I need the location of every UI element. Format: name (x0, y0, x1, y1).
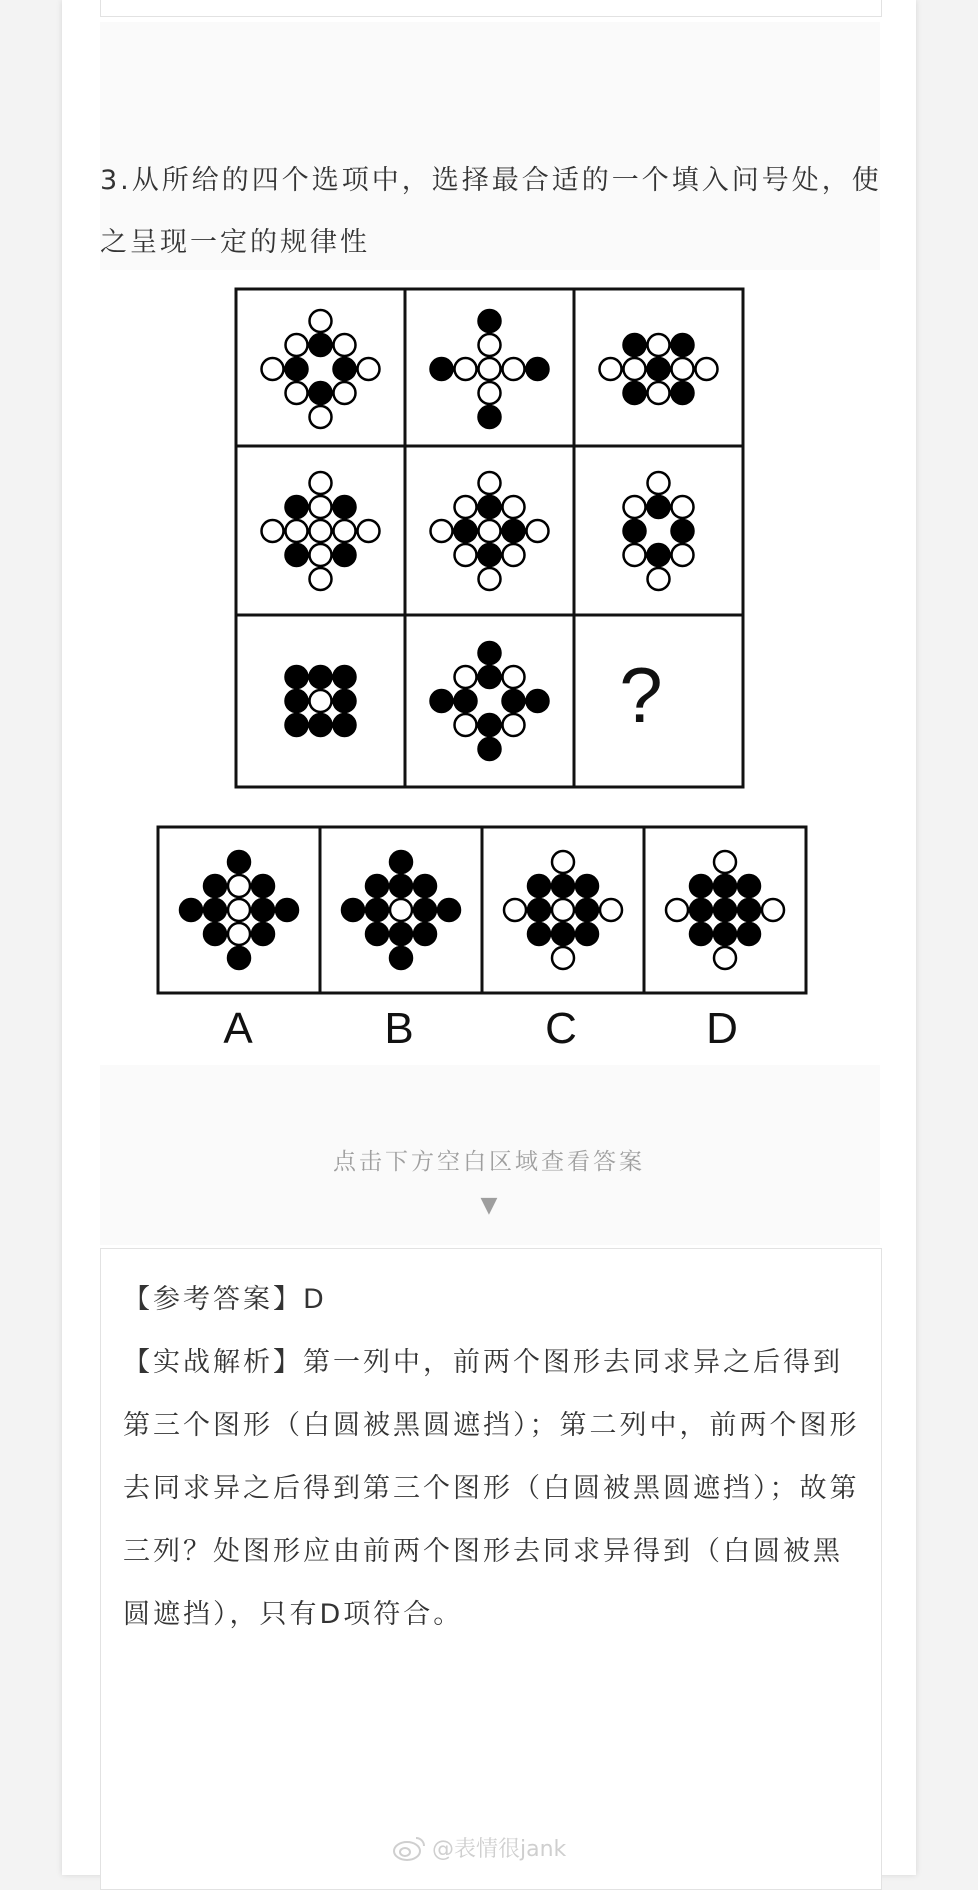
question-mark: ? (619, 651, 663, 739)
option-label-b: B (384, 1004, 414, 1053)
previous-answer-box (100, 0, 882, 17)
watermark (392, 1832, 566, 1863)
arrow-down-icon: ▼ (480, 1193, 498, 1218)
option-label-c: C (545, 1004, 577, 1053)
option-label-d: D (706, 1004, 738, 1053)
watermark-text: @表情很jank (432, 1837, 567, 1862)
answer-text (123, 1268, 863, 1646)
reveal-hint[interactable]: 点击下方空白区域查看答案 (333, 1149, 645, 1175)
reference-answer: 【参考答案】D (123, 1284, 327, 1315)
weibo-icon (392, 1834, 426, 1862)
option-label-a: A (223, 1004, 253, 1053)
question-text: 3.从所给的四个选项中，选择最合适的一个填入问号处，使之呈现一定的规律性 (100, 165, 882, 258)
analysis-text: 【实战解析】第一列中，前两个图形去同求异之后得到第三个图形（白圆被黑圆遮挡）；第二列中，前两个图形去同求异之后得到第三个图形（白圆被黑圆遮挡）；故第三列？处图形应由前两个图形去同求异得到（白圆被黑圆遮挡），只有D项符合。 (123, 1347, 860, 1630)
